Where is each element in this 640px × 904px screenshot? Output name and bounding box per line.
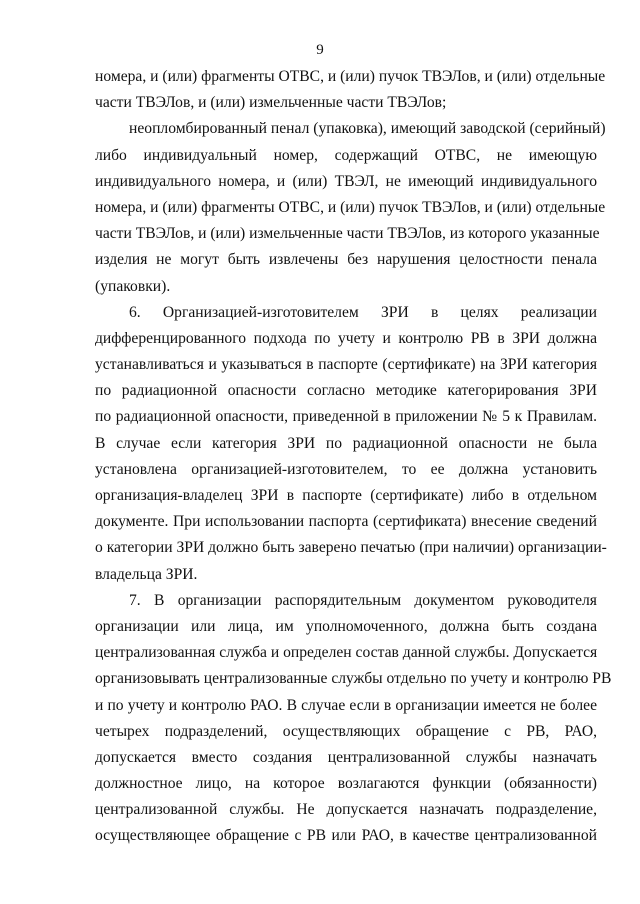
text-line: четырех подразделений, осуществляющих обращение с РВ, РАО, xyxy=(95,722,597,740)
body-text xyxy=(95,64,612,850)
page-number: 9 xyxy=(316,42,324,58)
text-line: номера, и (или) фрагменты ОТВС, и (или) пучок ТВЭЛов, и (или) отдельные xyxy=(95,68,606,85)
text-line: допускается вместо создания централизованной службы назначать xyxy=(95,748,597,766)
text-line: 7. В организации распорядительным документом руководителя xyxy=(129,591,597,609)
text-line: централизованной службы. Не допускается назначать подразделение, xyxy=(95,801,597,819)
text-line: либо индивидуальный номер, содержащий ОТВС, не имеющую xyxy=(95,146,597,164)
text-line: и по учету и контролю РАО. В случае если в организации имеется не более xyxy=(95,696,597,714)
text-line: номера, и (или) фрагменты ОТВС, и (или) пучок ТВЭЛов, и (или) отдельные xyxy=(95,198,606,216)
text-line: неопломбированный пенал (упаковка), имеющий заводской (серийный) xyxy=(129,120,606,138)
text-line: части ТВЭЛов, и (или) измельченные части ТВЭЛов, из которого указанные xyxy=(95,225,600,243)
text-line: организации или лица, им уполномоченного, должна быть создана xyxy=(95,617,597,635)
text-line: 6. Организацией-изготовителем ЗРИ в целях реализации xyxy=(129,303,597,321)
text-line: владельца ЗРИ. xyxy=(95,565,198,583)
text-line: по радиационной опасности, приведенной в приложении № 5 к Правилам. xyxy=(95,408,597,426)
text-line: документе. При использовании паспорта (сертификата) внесение сведений xyxy=(95,513,597,531)
text-line: по радиационной опасности согласно методике категорирования ЗРИ xyxy=(95,382,597,400)
text-line: централизованная служба и определен состав данной службы. Допускается xyxy=(95,644,598,662)
text-line: (упаковки). xyxy=(95,277,171,295)
text-line: установлена организацией-изготовителем, то ее должна установить xyxy=(95,460,597,478)
text-line: индивидуального номера, и (или) ТВЭЛ, не имеющий индивидуального xyxy=(95,172,597,190)
text-line: изделия не могут быть извлечены без нарушения целостности пенала xyxy=(95,251,597,269)
text-line: о категории ЗРИ должно быть заверено печатью (при наличии) организации- xyxy=(95,539,607,557)
text-line: устанавливаться и указываться в паспорте (сертификате) на ЗРИ категория xyxy=(95,356,597,374)
text-line: должностное лицо, на которое возлагаются функции (обязанности) xyxy=(95,775,597,793)
text-line: части ТВЭЛов, и (или) измельченные части ТВЭЛов; xyxy=(95,94,447,112)
text-line: В случае если категория ЗРИ по радиационной опасности не была xyxy=(95,434,597,452)
text-line: организовывать централизованные службы отдельно по учету и контролю РВ xyxy=(95,670,612,688)
text-line: дифференцированного подхода по учету и контролю РВ в ЗРИ должна xyxy=(95,329,597,347)
text-line: организация-владелец ЗРИ в паспорте (сертификате) либо в отдельном xyxy=(95,487,597,504)
text-line: осуществляющее обращение с РВ или РАО, в качестве централизованной xyxy=(95,827,597,845)
